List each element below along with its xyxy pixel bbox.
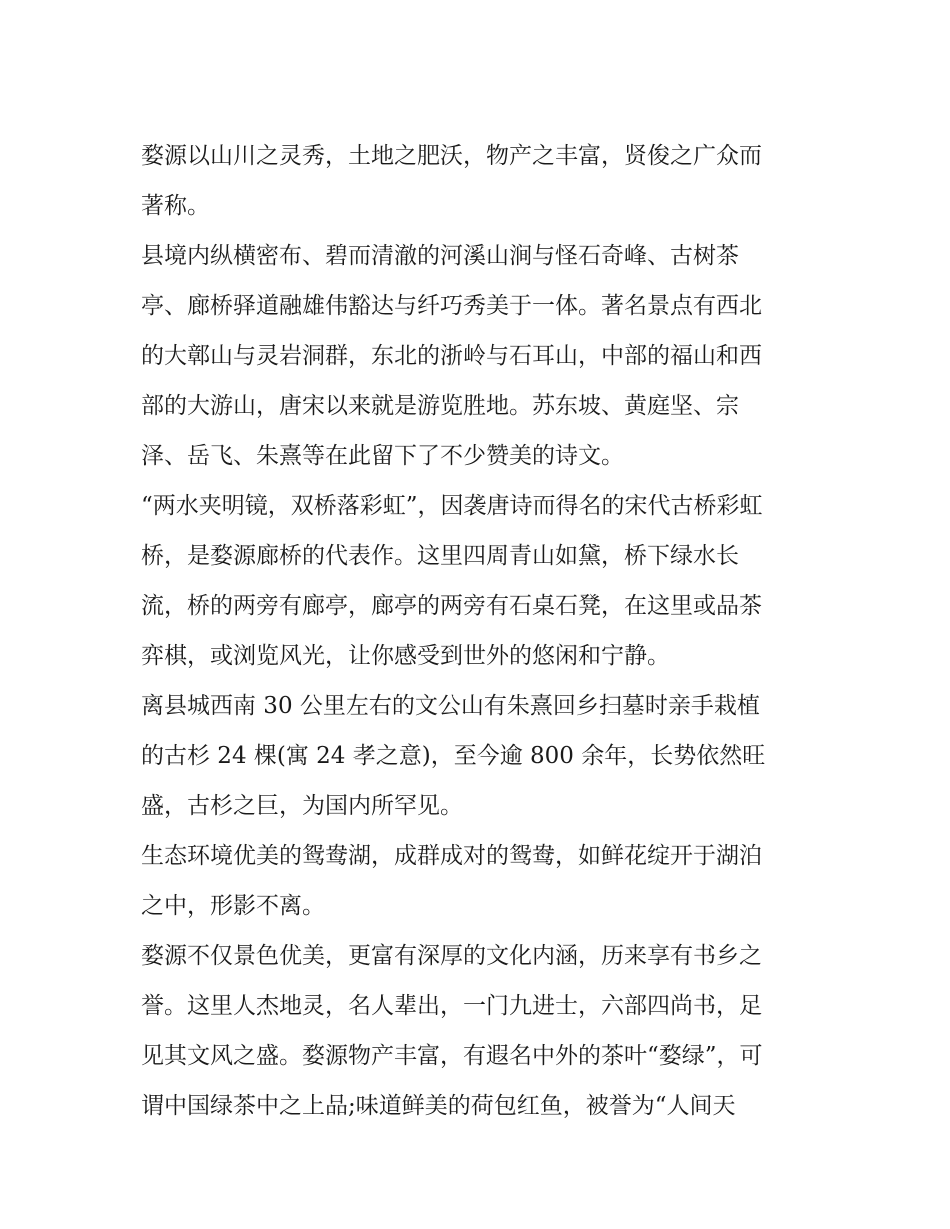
paragraph-5: [141, 831, 816, 931]
text-line: 泽、岳飞、朱熹等在此留下了不少赞美的诗文。: [141, 443, 624, 469]
text-line: 谓中国绿茶中之上品;味道鲜美的荷包红鱼，被誉为“人间天: [141, 1093, 736, 1119]
text-line: 的古杉 24 棵(寓 24 孝之意)，至今逾 800 余年，长势依然旺: [141, 743, 766, 769]
paragraph-6: [141, 931, 816, 1131]
text-line: 的大鄣山与灵岩洞群，东北的浙岭与石耳山，中部的福山和西: [141, 343, 762, 369]
document-body: [141, 131, 816, 1131]
text-line: 婺源不仅景色优美，更富有深厚的文化内涵，历来享有书乡之: [141, 943, 762, 969]
text-line: 桥，是婺源廊桥的代表作。这里四周青山如黛，桥下绿水长: [141, 543, 739, 569]
paragraph-4: [141, 681, 816, 831]
text-line: “两水夹明镜，双桥落彩虹”，因袭唐诗而得名的宋代古桥彩虹: [141, 493, 763, 519]
text-line: 弈棋，或浏览风光，让你感受到世外的悠闲和宁静。: [141, 643, 670, 669]
text-line: 离县城西南 30 公里左右的文公山有朱熹回乡扫墓时亲手栽植: [141, 693, 760, 719]
text-line: 誉。这里人杰地灵，名人辈出，一门九进士，六部四尚书，足: [141, 993, 762, 1019]
text-line: 部的大游山，唐宋以来就是游览胜地。苏东坡、黄庭坚、宗: [141, 393, 739, 419]
paragraph-2: [141, 231, 816, 481]
text-line: 之中，形影不离。: [141, 893, 325, 919]
text-line: 见其文风之盛。婺源物产丰富，有遐名中外的茶叶“婺绿”，可: [141, 1043, 763, 1069]
text-line: 生态环境优美的鸳鸯湖，成群成对的鸳鸯，如鲜花绽开于湖泊: [141, 843, 762, 869]
text-line: 著称。: [141, 193, 210, 219]
text-line: 盛，古杉之巨，为国内所罕见。: [141, 793, 463, 819]
text-line: 县境内纵横密布、碧而清澈的河溪山涧与怪石奇峰、古树茶: [141, 243, 739, 269]
text-line: 婺源以山川之灵秀，土地之肥沃，物产之丰富，贤俊之广众而: [141, 143, 762, 169]
text-line: 流，桥的两旁有廊亭，廊亭的两旁有石桌石凳，在这里或品茶: [141, 593, 762, 619]
paragraph-1: [141, 131, 816, 231]
text-line: 亭、廊桥驿道融雄伟豁达与纤巧秀美于一体。著名景点有西北: [141, 293, 762, 319]
paragraph-3: [141, 481, 816, 681]
